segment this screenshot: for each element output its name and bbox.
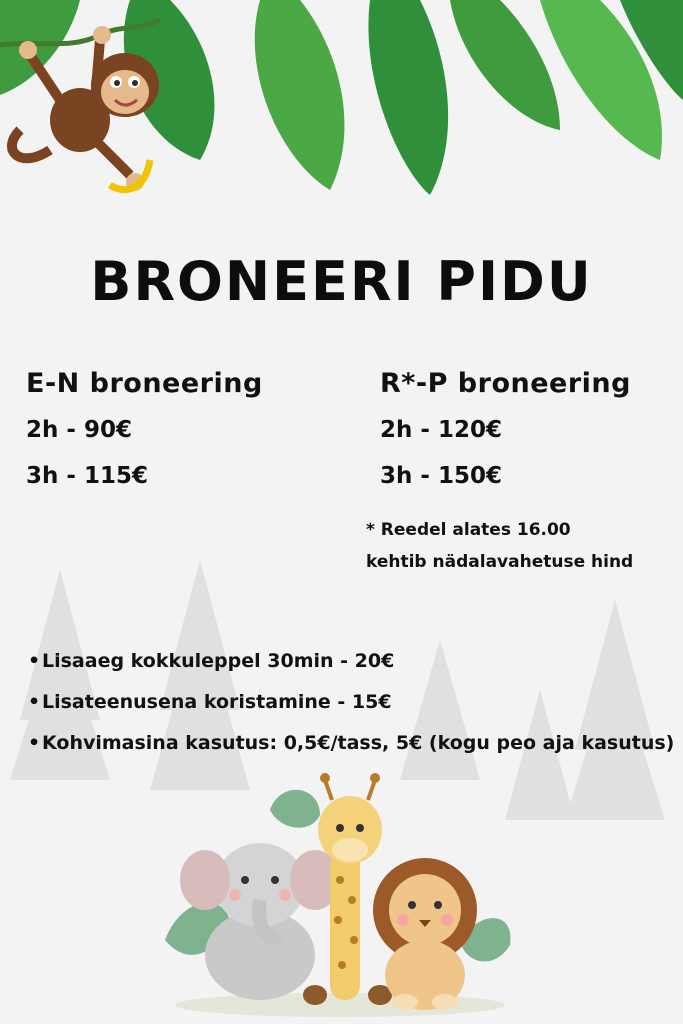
lion-icon bbox=[373, 858, 477, 1010]
extras-list bbox=[28, 650, 674, 773]
friday-note bbox=[366, 514, 633, 578]
weekend-pricing bbox=[380, 368, 631, 509]
weekend-price-3h: 3h - 150€ bbox=[380, 463, 502, 489]
bullet-icon: • bbox=[28, 650, 41, 672]
extra-overtime: Lisaaeg kokkuleppel 30min - 20€ bbox=[42, 650, 395, 672]
note-line-1: * Reedel alates 16.00 bbox=[366, 520, 571, 540]
list-item bbox=[28, 691, 674, 713]
weekday-price-2h: 2h - 90€ bbox=[26, 417, 132, 443]
list-item bbox=[28, 732, 674, 754]
weekday-heading: E-N broneering bbox=[26, 368, 263, 399]
list-item bbox=[28, 650, 674, 672]
weekday-pricing bbox=[26, 368, 263, 509]
page-title: BRONEERI PIDU bbox=[90, 250, 593, 313]
note-line-2: kehtib nädalavahetuse hind bbox=[366, 552, 634, 572]
animals-illustration bbox=[160, 770, 520, 1020]
extra-coffee: Kohvimasina kasutus: 0,5€/tass, 5€ (kogu peo aja kasutus) bbox=[42, 732, 675, 754]
weekday-price-3h: 3h - 115€ bbox=[26, 463, 148, 489]
bullet-icon: • bbox=[28, 691, 41, 713]
weekend-price-2h: 2h - 120€ bbox=[380, 417, 502, 443]
extra-cleaning: Lisateenusena koristamine - 15€ bbox=[42, 691, 392, 713]
jungle-leaves-icon bbox=[0, 0, 683, 210]
weekend-heading: R*-P broneering bbox=[380, 368, 631, 399]
bullet-icon: • bbox=[28, 732, 41, 754]
